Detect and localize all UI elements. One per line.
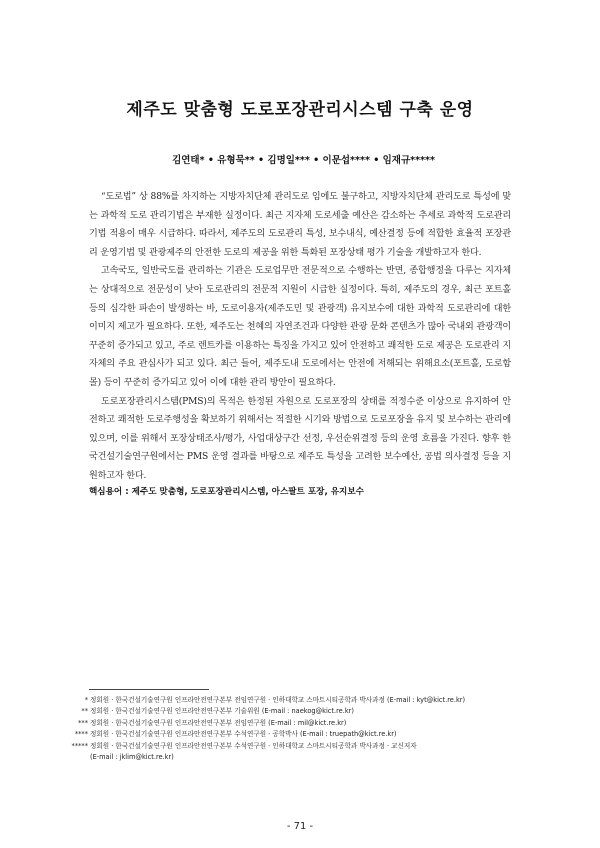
footnote-text: 정회원 · 한국건설기술연구원 인프라안전연구본부 전임연구원 (E-mail : mil@kict.re.kr) bbox=[90, 718, 347, 727]
paper-title: 제주도 맞춤형 도로포장관리시스템 구축 운영 bbox=[126, 100, 474, 120]
author-list: 김연태* • 유형묵** • 김명일*** • 이문섭**** • 임재규***** bbox=[172, 155, 435, 166]
footnote bbox=[66, 695, 526, 706]
abstract bbox=[89, 188, 511, 486]
footnote-divider bbox=[89, 689, 209, 690]
footnote-email-continuation: (E-mail : jklim@kict.re.kr) bbox=[90, 753, 174, 762]
footnote-mark: *** bbox=[78, 718, 88, 727]
footnote bbox=[66, 718, 526, 729]
footnote-mark: * bbox=[84, 696, 88, 704]
footnote bbox=[66, 741, 526, 752]
page-number: - 71 - bbox=[286, 821, 314, 832]
abstract-paragraph: “도로법” 상 88%를 차지하는 지방자치단체 관리도로 임에도 불구하고, 지방자치단체 관리도로 특성에 맞는 과학적 도로 관리기법은 부재한 실정이다. 최근 지자체 도로세출 예산은 감소하는 추세로 과학적 도로관리 기법 적용이 매우 시급하다. 따라서, 제주도의 도로관리 특성, 보수내식, 예산결정 등에 적합한 효율적 포장관리 운영기법 및 관광제주의 안전한 도로의 제공을 위한 특화된 포장상태 평가 기술을 개발하고자 한다. bbox=[89, 192, 511, 258]
footnote-mark: ** bbox=[81, 707, 88, 716]
keywords: 핵심용어 : 제주도 맞춤형, 도로포장관리시스템, 아스팔트 포장, 유지보수 bbox=[89, 487, 364, 497]
footnote-text: 정회원 · 한국건설기술연구원 인프라안전연구본부 기술위원 (E-mail : naekog@kict.re.kr) bbox=[90, 707, 354, 716]
abstract-paragraph: 고속국도, 일반국도를 관리하는 기관은 도로업무만 전문적으로 수행하는 반면, 종합행정을 다루는 지자체는 상대적으로 전문성이 낮아 도로관리의 전문적 지원이 시급한 실정이다. 특히, 제주도의 경우, 최근 포트홀 등의 심각한 파손이 발생하는 바, 도로이용자(제주도민 및 관광객) 유지보수에 대한 과학적 도로관리에 대한 이미지 제고가 필요하다. 또한, 제주도는 천혜의 자연조건과 다양한 관광 문화 콘텐츠가 많아 국내외 관광객이 꾸준히 증가되고 있고, 주로 렌트카를 이용하는 특징을 가지고 있어 안전하고 쾌적한 도로 제공은 도로관리 지자체의 주요 관심사가 되고 있다. 최근 들어, 제주도내 도로에서는 안전에 저해되는 위해요소(포트홀, 도로함몰) 등이 꾸준히 증가되고 있어 이에 대한 관리 방안이 필요하다. bbox=[89, 266, 511, 388]
footnote-mark: **** bbox=[74, 730, 88, 739]
abstract-paragraph: 도로포장관리시스템(PMS)의 목적은 한정된 자원으로 도로포장의 상태를 적정수준 이상으로 유지하여 안전하고 쾌적한 도로주행성을 확보하기 위해서는 적절한 시기와 방법으로 도로포장을 유지 및 보수하는 관리에 있으며, 이를 위해서 포장상태조사/평가, 사업대상구간 선정, 우선순위결정 등의 운영 흐름을 가진다. 향후 한국건설기술연구원에서는 PMS 운영 결과를 바탕으로 제주도 특성을 고려한 보수예산, 공법 의사결정 등을 지원하고자 한다. bbox=[89, 396, 511, 481]
footnotes bbox=[66, 695, 526, 763]
footnote bbox=[66, 729, 526, 740]
footnote-text: 정회원 · 한국건설기술연구원 인프라안전연구본부 전임연구원 · 인하대학교 스마트시티공학과 박사과정 (E-mail : kyt@kict.re.kr) bbox=[90, 696, 466, 704]
footnote-mark: ***** bbox=[71, 741, 88, 750]
footnote-text: 정회원 · 한국건설기술연구원 인프라안전연구본부 수석연구원 · 인하대학교 스마트시티공학과 박사과정 · 교신저자 bbox=[90, 741, 417, 750]
footnote bbox=[66, 706, 526, 717]
footnote-text: 정회원 · 한국건설기술연구원 인프라안전연구본부 수석연구원 · 공학박사 (E-mail : truepath@kict.re.kr) bbox=[90, 730, 397, 739]
